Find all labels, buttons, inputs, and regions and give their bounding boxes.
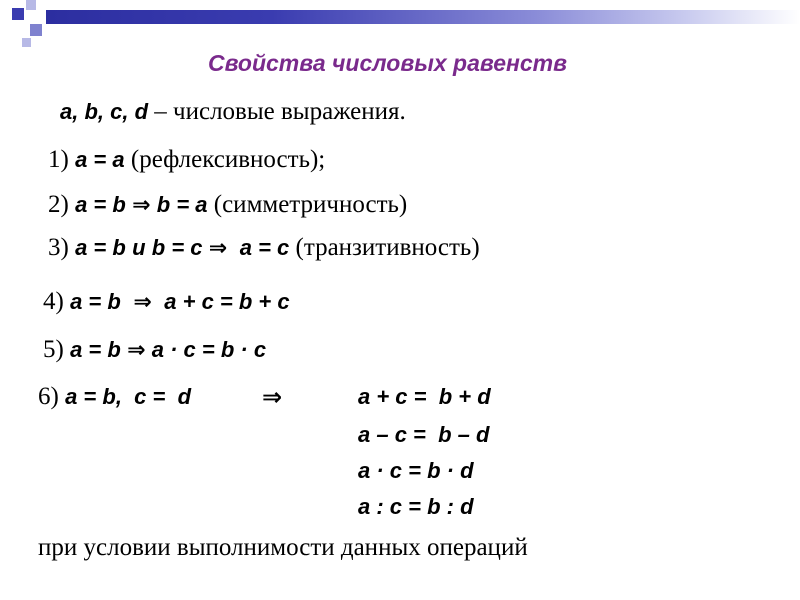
property-3 bbox=[48, 235, 480, 260]
result-line: a : c = b : d bbox=[358, 494, 474, 519]
header-gradient-bar bbox=[46, 10, 800, 24]
property-note: (рефлексивность); bbox=[124, 146, 326, 173]
property-expression-right: a = c bbox=[239, 235, 290, 260]
footer-condition: при условии выполнимости данных операций bbox=[38, 534, 528, 561]
property-number: 4) bbox=[43, 288, 71, 315]
property-6 bbox=[38, 384, 191, 409]
property-expression-left: a = b bbox=[75, 192, 126, 217]
header-square-decoration bbox=[12, 8, 24, 20]
property-expression-left: a = b bbox=[75, 235, 126, 260]
header-square-decoration bbox=[30, 24, 42, 36]
property-number: 5) bbox=[43, 336, 71, 363]
conjunction: и bbox=[132, 235, 146, 260]
result-line: a · c = b · d bbox=[358, 458, 474, 483]
property-expression-right: a · c = b · c bbox=[151, 337, 267, 362]
property-expression-left: a = b bbox=[70, 337, 121, 362]
property-expression-right: a + c = b + c bbox=[164, 289, 290, 314]
implies-arrow-icon: ⇒ bbox=[208, 236, 228, 261]
property-expression-middle: b = c bbox=[151, 235, 203, 260]
property-expression: a = a bbox=[75, 147, 125, 172]
property-5 bbox=[43, 337, 266, 362]
property-2 bbox=[48, 192, 407, 217]
slide-title: Свойства числовых равенств bbox=[207, 50, 568, 76]
property-expression-right: b = a bbox=[156, 192, 208, 217]
result-line: a – c = b – d bbox=[358, 422, 490, 447]
implies-arrow-icon: ⇒ bbox=[133, 290, 152, 315]
property-1 bbox=[48, 147, 325, 172]
header-square-decoration bbox=[22, 38, 31, 47]
variables-list: a, b, c, d bbox=[60, 99, 149, 124]
implies-arrow-icon: ⇒ bbox=[127, 338, 146, 363]
property-note: (симметричность) bbox=[207, 191, 408, 218]
implies-arrow-icon: ⇒ bbox=[262, 383, 283, 411]
property-expression-left: a = b bbox=[70, 289, 121, 314]
property-number: 3) bbox=[48, 234, 76, 261]
header-square-decoration bbox=[26, 0, 36, 10]
property-number: 6) bbox=[38, 383, 66, 410]
property-4 bbox=[43, 289, 290, 314]
intro-line bbox=[60, 99, 406, 124]
property-number: 2) bbox=[48, 191, 76, 218]
property-note: (транзитивность) bbox=[289, 234, 480, 261]
result-line: a + c = b + d bbox=[358, 384, 491, 409]
property-number: 1) bbox=[48, 146, 76, 173]
intro-text: – числовые выражения. bbox=[148, 98, 406, 125]
property-expression-left: a = b, c = d bbox=[65, 384, 192, 409]
implies-arrow-icon: ⇒ bbox=[132, 193, 151, 218]
